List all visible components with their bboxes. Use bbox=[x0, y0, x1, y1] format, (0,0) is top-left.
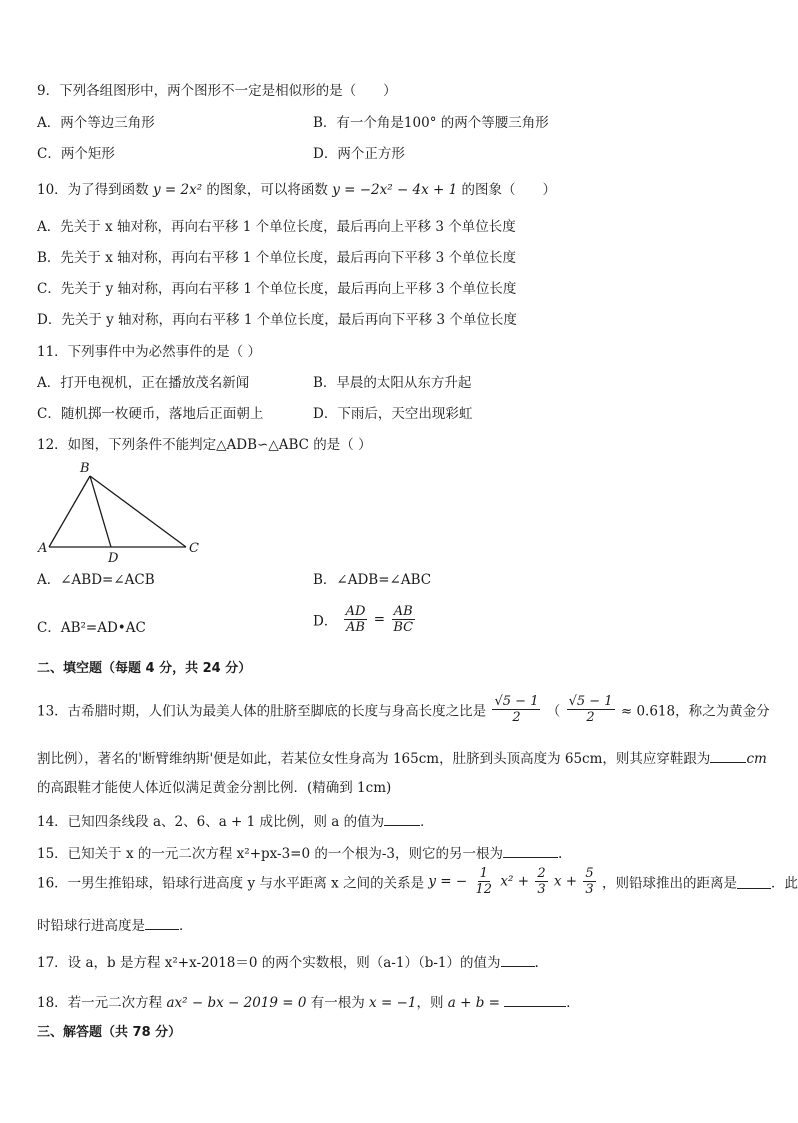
q10-stem-pre: 10．为了得到函数 bbox=[37, 182, 149, 198]
fraction-numerator: AD bbox=[345, 604, 366, 619]
vertex-label-b: B bbox=[80, 461, 90, 476]
answer-blank bbox=[384, 811, 420, 826]
q18-end: ． bbox=[566, 995, 580, 1011]
fraction-denominator: AB bbox=[346, 620, 365, 635]
q12-stem: 12．如图，下列条件不能判定△ADB∽△ABC 的是（ ） bbox=[37, 437, 372, 453]
fraction-numerator: AB bbox=[393, 604, 413, 619]
q14-text: 14．已知四条线段 a、2、6、a + 1 成比例，则 a 的值为 bbox=[37, 814, 385, 830]
q13-line-1 bbox=[37, 694, 770, 725]
q17-end: . bbox=[534, 955, 539, 971]
q16-line-1 bbox=[37, 866, 798, 897]
fraction-denominator: 2 bbox=[586, 710, 595, 725]
q18-text-pre: 18．若一元二次方程 bbox=[37, 995, 163, 1011]
side-bc bbox=[90, 476, 186, 547]
fraction-denominator: BC bbox=[393, 620, 414, 635]
side-ab bbox=[49, 476, 90, 547]
vertex-label-a: A bbox=[38, 541, 48, 556]
section-heading-solutions: 三、解答题（共 78 分） bbox=[37, 1025, 182, 1040]
fraction-1-12 bbox=[474, 866, 495, 897]
q9-option-c: C．两个矩形 bbox=[37, 146, 115, 162]
answer-blank bbox=[710, 748, 746, 763]
q13-line2-pre: 割比例），著名的'断臂维纳斯'便是如此，若某位女性身高为 165cm，肚脐到头顶高度为 65cm，则其应穿鞋跟为 bbox=[37, 751, 711, 767]
q18-equation: ax² − bx − 2019 = 0 bbox=[166, 995, 307, 1011]
fraction-ab-bc bbox=[391, 604, 415, 635]
q16-line2-end: ． bbox=[179, 918, 193, 934]
q12-option-b: B．∠ADB=∠ABC bbox=[313, 572, 432, 588]
q11-option-d: D．下雨后，天空出现彩虹 bbox=[313, 406, 473, 422]
q15-end: . bbox=[558, 846, 563, 862]
answer-blank bbox=[503, 843, 558, 858]
golden-ratio-fraction bbox=[492, 694, 540, 725]
q18-sum: a + b = bbox=[447, 995, 500, 1011]
q13-line-2 bbox=[37, 748, 767, 768]
fraction-denominator: 12 bbox=[475, 882, 493, 897]
q10-function-2: y = −2x² − 4x + 1 bbox=[332, 182, 458, 198]
q9-option-a: A．两个等边三角形 bbox=[37, 115, 155, 131]
q18-text-mid: 有一根为 bbox=[310, 995, 365, 1011]
q9-option-d: D．两个正方形 bbox=[313, 146, 405, 162]
q12-option-a: A．∠ABD=∠ACB bbox=[37, 572, 155, 588]
q10-option-a: A．先关于 x 轴对称，再向右平移 1 个单位长度，最后再向上平移 3 个单位长度 bbox=[37, 219, 516, 235]
fraction-numerator: 2 bbox=[537, 866, 546, 881]
fraction-numerator: √5 − 1 bbox=[494, 694, 539, 709]
fraction-2-3 bbox=[535, 866, 547, 897]
fraction-numerator: 1 bbox=[479, 866, 488, 881]
q10-option-d: D．先关于 y 轴对称，再向右平移 1 个单位长度，最后再向下平移 3 个单位长度 bbox=[37, 312, 517, 328]
q13-line1-post: ≈ 0.618，称之为黄金分 bbox=[620, 703, 770, 720]
answer-blank bbox=[504, 992, 566, 1007]
q13-line-3: 的高跟鞋才能使人体近似满足黄金分割比例．(精确到 1cm) bbox=[37, 780, 392, 796]
q15 bbox=[37, 843, 562, 863]
vertex-label-c: C bbox=[189, 541, 199, 556]
fraction-denominator: 3 bbox=[537, 882, 546, 897]
q10-stem-mid: 的图象，可以将函数 bbox=[206, 182, 328, 198]
answer-blank bbox=[501, 952, 535, 967]
answer-blank bbox=[145, 915, 179, 930]
q16-y-eq: y = − bbox=[428, 873, 468, 890]
segment-bd bbox=[90, 476, 111, 547]
q14-end: ． bbox=[420, 814, 434, 830]
golden-ratio-fraction-2 bbox=[567, 694, 615, 725]
q10-stem-post: 的图象（ ） bbox=[461, 182, 557, 198]
q16-text-post: ，则铅球推出的距离是 bbox=[601, 875, 737, 892]
vertex-label-d: D bbox=[108, 551, 119, 566]
q11-stem: 11．下列事件中为必然事件的是（ ） bbox=[37, 344, 261, 360]
q16-text: 16．一男生推铅球，铅球行进高度 y 与水平距离 x 之间的关系是 bbox=[37, 875, 425, 892]
q16-text-post2: ．此 bbox=[770, 875, 798, 892]
triangle-figure bbox=[30, 458, 210, 566]
q12-option-c: C．AB²=AD•AC bbox=[37, 620, 146, 636]
q17-text: 17．设 a，b 是方程 x²+x-2018＝0 的两个实数根，则（a-1）（b-1）的值为 bbox=[37, 955, 501, 971]
fraction-numerator: 5 bbox=[585, 866, 594, 881]
q13-line1-mid: （ bbox=[546, 703, 561, 720]
q12-option-d-label: D． bbox=[313, 613, 338, 630]
answer-blank bbox=[737, 874, 771, 889]
section-heading-fill-in: 二、填空题（每题 4 分，共 24 分） bbox=[37, 661, 252, 676]
q12-option-d bbox=[313, 604, 417, 635]
q13-unit: cm bbox=[746, 751, 767, 767]
fraction-ad-ab bbox=[344, 604, 368, 635]
q16-x2-term: x² + bbox=[500, 873, 530, 890]
q16-line2-text: 时铅球行进高度是 bbox=[37, 918, 145, 934]
q9-option-b: B．有一个角是100° 的两个等腰三角形 bbox=[313, 115, 549, 131]
q11-option-a: A．打开电视机，正在播放茂名新闻 bbox=[37, 375, 250, 391]
q17 bbox=[37, 952, 539, 972]
q18-text-post-pre: ，则 bbox=[416, 995, 444, 1011]
q16-line-2 bbox=[37, 915, 193, 935]
q14 bbox=[37, 811, 434, 831]
q9-stem: 9．下列各组图形中，两个图形不一定是相似形的是（ ） bbox=[37, 83, 397, 99]
fraction-denominator: 2 bbox=[512, 710, 521, 725]
fraction-denominator: 3 bbox=[585, 882, 594, 897]
q16-x-term: x + bbox=[553, 873, 578, 890]
q10-function-1: y = 2x² bbox=[152, 182, 203, 198]
q10-stem bbox=[37, 181, 556, 199]
q10-option-c: C．先关于 y 轴对称，再向右平移 1 个单位长度，最后再向上平移 3 个单位长度 bbox=[37, 281, 517, 297]
q13-line1-pre: 13．古希腊时期，人们认为最美人体的肚脐至脚底的长度与身高长度之比是 bbox=[37, 703, 487, 720]
q15-text: 15．已知关于 x 的一元二次方程 x²+px-3=0 的一个根为-3，则它的另一根为 bbox=[37, 846, 504, 862]
fraction-5-3 bbox=[583, 866, 595, 897]
q11-option-b: B．早晨的太阳从东方升起 bbox=[313, 375, 472, 391]
q18-root: x = −1 bbox=[369, 995, 417, 1011]
fraction-numerator: √5 − 1 bbox=[568, 694, 613, 709]
q10-option-b: B．先关于 x 轴对称，再向右平移 1 个单位长度，最后再向下平移 3 个单位长度 bbox=[37, 250, 516, 266]
q18 bbox=[37, 992, 580, 1012]
q11-option-c: C．随机掷一枚硬币，落地后正面朝上 bbox=[37, 406, 264, 422]
equals-sign: = bbox=[373, 611, 386, 628]
